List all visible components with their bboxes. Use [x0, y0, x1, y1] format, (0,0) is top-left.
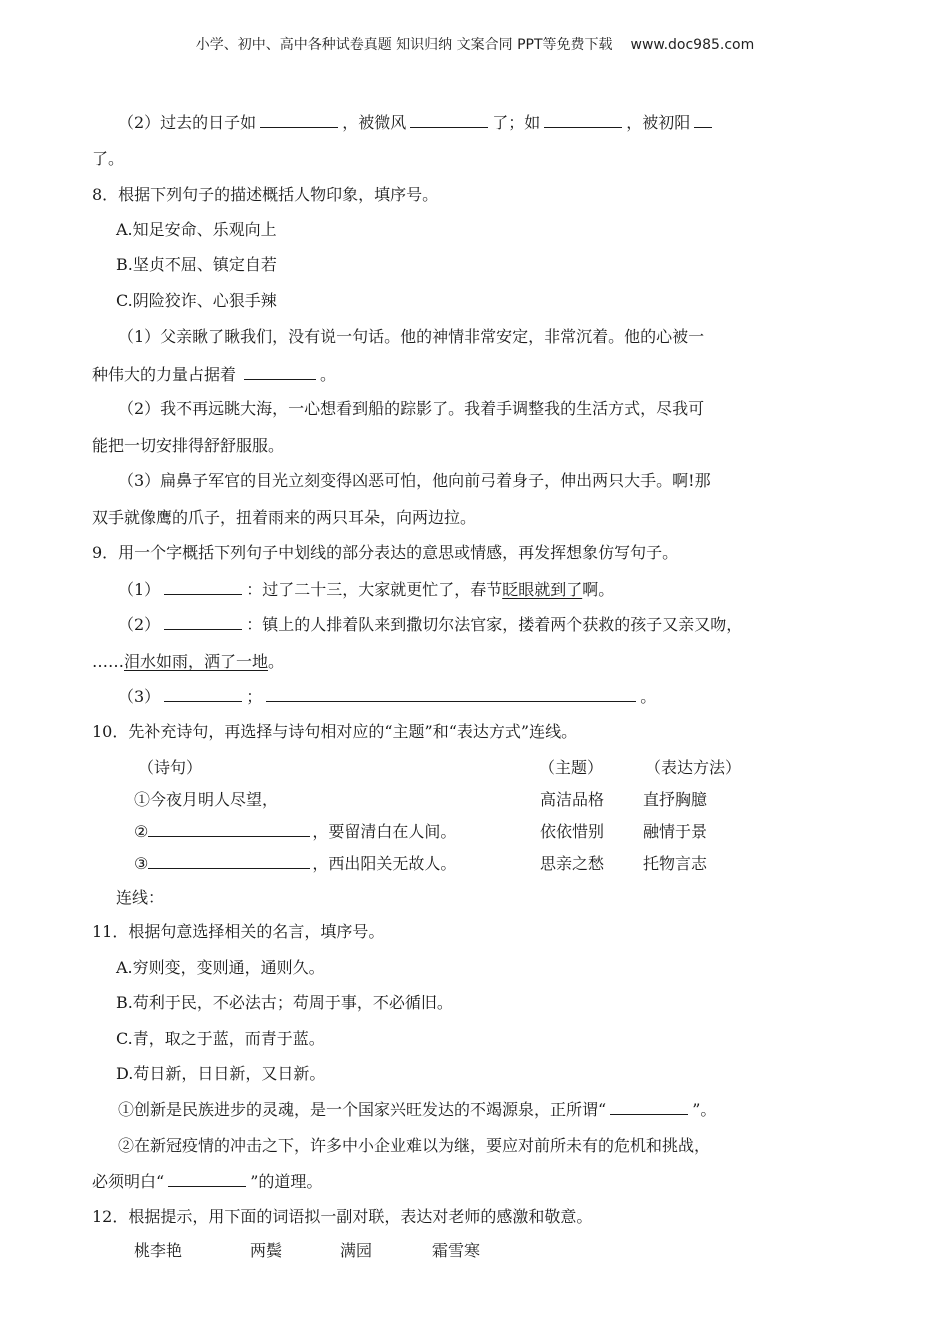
q12-stem: 12．根据提示，用下面的词语拟一副对联，表达对老师的感激和敬意。 [92, 1207, 593, 1226]
q10-stem: 10．先补充诗句，再选择与诗句相对应的“主题”和“表达方式”连线。 [92, 722, 578, 741]
q10-method-2: 融情于景 [643, 822, 708, 841]
q10-poem-2: ② ，要留清白在人间。 [134, 822, 457, 841]
q11-option-a: A.穷则变，变则通，通则久。 [116, 958, 325, 977]
q11-sentence-2: ②在新冠疫情的冲击之下，许多中小企业难以为继，要应对前所未有的危机和挑战， [118, 1136, 711, 1155]
q10-poem-3: ③ ，西出阳关无故人。 [134, 854, 457, 873]
q8-option-c: C.阴险狡诈、心狠手辣 [116, 291, 277, 310]
q9-sentence-2-cont: ……泪水如雨，洒了一地。 [92, 652, 285, 671]
q11-stem: 11．根据句意选择相关的名言，填序号。 [92, 922, 385, 941]
underlined-phrase: 眨眼就到了 [502, 580, 583, 599]
blank[interactable] [694, 112, 712, 128]
q10-method-1: 直抒胸臆 [643, 790, 708, 809]
blank[interactable] [164, 686, 242, 702]
page-header [0, 34, 950, 54]
q10-poem-1: ①今夜月明人尽望， [134, 790, 279, 809]
q10-theme-2: 依依惜别 [540, 822, 605, 841]
q8-option-a: A.知足安命、乐观向上 [116, 220, 277, 239]
q10-link-label: 连线： [116, 888, 165, 907]
q11-option-b: B.苟利于民，不必法古；苟周于事，不必循旧。 [116, 993, 453, 1012]
header-title: 小学、初中、高中各种试卷真题 知识归纳 文案合同 PPT等免费下载 [195, 37, 613, 53]
underlined-phrase: 泪水如雨，洒了一地 [124, 652, 269, 671]
blank[interactable] [260, 112, 338, 128]
blank[interactable] [148, 821, 310, 837]
q12-word-3: 满园 [340, 1241, 373, 1260]
blank[interactable] [410, 112, 488, 128]
header-url[interactable]: www.doc985.com [630, 37, 755, 53]
blank[interactable] [164, 614, 242, 630]
blank[interactable] [148, 853, 310, 869]
q12-word-2: 两鬓 [250, 1241, 283, 1260]
q8-sentence-3: （3）扁鼻子军官的目光立刻变得凶恶可怕，他向前弓着身子，伸出两只大手。啊!那 [118, 471, 711, 490]
q7-sentence-2-end: 了。 [92, 149, 125, 168]
q8-sentence-3-cont: 双手就像鹰的爪子，扭着雨来的两只耳朵，向两边拉。 [92, 508, 477, 527]
q8-sentence-1-cont: 种伟大的力量占据着 。 [92, 365, 337, 384]
q11-option-d: D.苟日新，日日新，又日新。 [116, 1064, 326, 1083]
q12-word-1: 桃李艳 [134, 1241, 183, 1260]
q11-option-c: C.青，取之于蓝，而青于蓝。 [116, 1029, 325, 1048]
q11-sentence-2-cont: 必须明白“ ”的道理。 [92, 1172, 323, 1191]
q9-sentence-2: （2） ：镇上的人排着队来到撒切尔法官家，搂着两个获救的孩子又亲又吻， [118, 615, 743, 634]
q10-theme-1: 高洁品格 [540, 790, 605, 809]
blank[interactable] [244, 364, 316, 380]
blank[interactable] [164, 579, 242, 595]
blank[interactable] [544, 112, 622, 128]
blank[interactable] [610, 1099, 688, 1115]
q8-sentence-1: （1）父亲瞅了瞅我们，没有说一句话。他的神情非常安定，非常沉着。他的心被一 [118, 327, 705, 346]
q9-sentence-3: （3） ； 。 [118, 687, 657, 706]
q8-stem: 8．根据下列句子的描述概括人物印象，填序号。 [92, 185, 439, 204]
q8-sentence-2: （2）我不再远眺大海，一心想看到船的踪影了。我着手调整我的生活方式，尽我可 [118, 399, 705, 418]
q11-sentence-1: ①创新是民族进步的灵魂，是一个国家兴旺发达的不竭源泉，正所谓“ ”。 [118, 1100, 717, 1119]
q7-sentence-2: （2）过去的日子如 ，被微风 了；如 ，被初阳 [118, 112, 716, 134]
q9-sentence-1: （1） ：过了二十三，大家就更忙了，春节眨眼就到了啊。 [118, 580, 615, 599]
q10-method-3: 托物言志 [643, 854, 708, 873]
q10-header-poem: （诗句） [138, 758, 203, 777]
blank[interactable] [266, 686, 636, 702]
q12-word-4: 霜雪寒 [432, 1241, 481, 1260]
q8-option-b: B.坚贞不屈、镇定自若 [116, 255, 277, 274]
q9-stem: 9．用一个字概括下列句子中划线的部分表达的意思或情感，再发挥想象仿写句子。 [92, 543, 679, 562]
q8-sentence-2-cont: 能把一切安排得舒舒服服。 [92, 436, 285, 455]
blank[interactable] [168, 1171, 246, 1187]
q10-header-theme: （主题） [539, 758, 604, 777]
q10-theme-3: 思亲之愁 [540, 854, 605, 873]
q10-header-method: （表达方法） [645, 758, 742, 777]
